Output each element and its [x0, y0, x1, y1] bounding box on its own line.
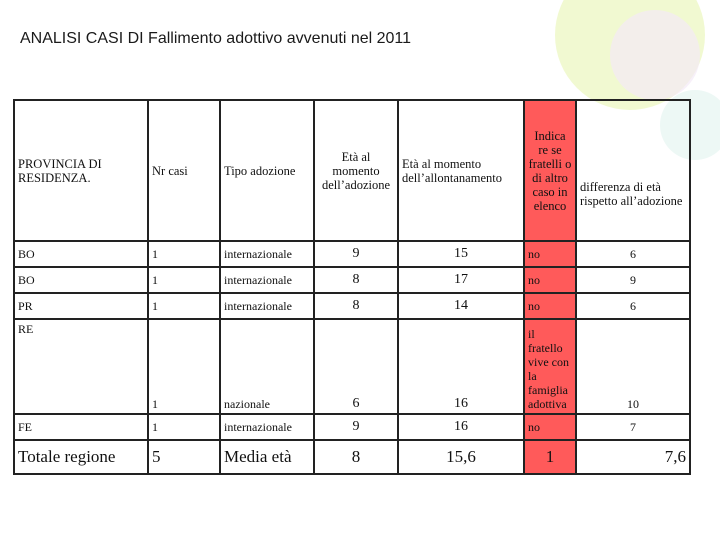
- age-adoption-cell: 8: [314, 293, 398, 319]
- age-adoption-cell: 9: [314, 241, 398, 267]
- age-removal-cell: 17: [398, 267, 524, 293]
- age-adoption-cell: 6: [314, 319, 398, 414]
- average-age-difference: 7,6: [576, 440, 690, 474]
- adoption-type-cell: internazionale: [220, 241, 314, 267]
- siblings-cell: il fratello vive con la famiglia adottiva: [524, 319, 576, 414]
- average-age-adoption: 8: [314, 440, 398, 474]
- province-cell: FE: [14, 414, 148, 440]
- siblings-cell: no: [524, 241, 576, 267]
- header-cell: Età al momento dell’allontanamento: [398, 100, 524, 241]
- cases-cell: 1: [148, 241, 220, 267]
- adoption-type-cell: nazionale: [220, 319, 314, 414]
- cases-cell: 1: [148, 293, 220, 319]
- age-adoption-cell: 9: [314, 414, 398, 440]
- siblings-cell: no: [524, 267, 576, 293]
- table-row: [14, 319, 690, 414]
- cases-cell: 1: [148, 414, 220, 440]
- header-cell: Tipo adozione: [220, 100, 314, 241]
- data-table: [13, 99, 691, 475]
- total-label: Totale regione: [14, 440, 148, 474]
- age-removal-cell: 16: [398, 319, 524, 414]
- header-cell: Nr casi: [148, 100, 220, 241]
- average-age-removal: 15,6: [398, 440, 524, 474]
- siblings-cell: no: [524, 414, 576, 440]
- age-adoption-cell: 8: [314, 267, 398, 293]
- average-label: Media età: [220, 440, 314, 474]
- cases-cell: 1: [148, 267, 220, 293]
- header-cell: PROVINCIA DI RESIDENZA.: [14, 100, 148, 241]
- header-row: [14, 100, 690, 241]
- total-siblings: 1: [524, 440, 576, 474]
- total-row: [14, 440, 690, 474]
- decorative-circle: [610, 10, 700, 100]
- adoption-type-cell: internazionale: [220, 414, 314, 440]
- table-row: [14, 267, 690, 293]
- adoption-type-cell: internazionale: [220, 267, 314, 293]
- province-cell: BO: [14, 241, 148, 267]
- age-removal-cell: 14: [398, 293, 524, 319]
- province-cell: RE: [14, 319, 148, 414]
- age-difference-cell: 9: [576, 267, 690, 293]
- province-cell: BO: [14, 267, 148, 293]
- header-cell: differenza di età rispetto all’adozione: [576, 100, 690, 241]
- siblings-cell: no: [524, 293, 576, 319]
- province-cell: PR: [14, 293, 148, 319]
- header-cell-highlighted: Indica re se fratelli o di altro caso in elenco: [524, 100, 576, 241]
- cases-cell: 1: [148, 319, 220, 414]
- adoption-type-cell: internazionale: [220, 293, 314, 319]
- table-row: [14, 293, 690, 319]
- age-difference-cell: 10: [576, 319, 690, 414]
- table-row: [14, 414, 690, 440]
- header-cell: Età al momento dell’adozione: [314, 100, 398, 241]
- age-removal-cell: 16: [398, 414, 524, 440]
- age-difference-cell: 6: [576, 241, 690, 267]
- slide-title: ANALISI CASI DI Fallimento adottivo avvenuti nel 2011: [20, 30, 412, 47]
- table-row: [14, 241, 690, 267]
- age-difference-cell: 7: [576, 414, 690, 440]
- age-removal-cell: 15: [398, 241, 524, 267]
- total-cases: 5: [148, 440, 220, 474]
- age-difference-cell: 6: [576, 293, 690, 319]
